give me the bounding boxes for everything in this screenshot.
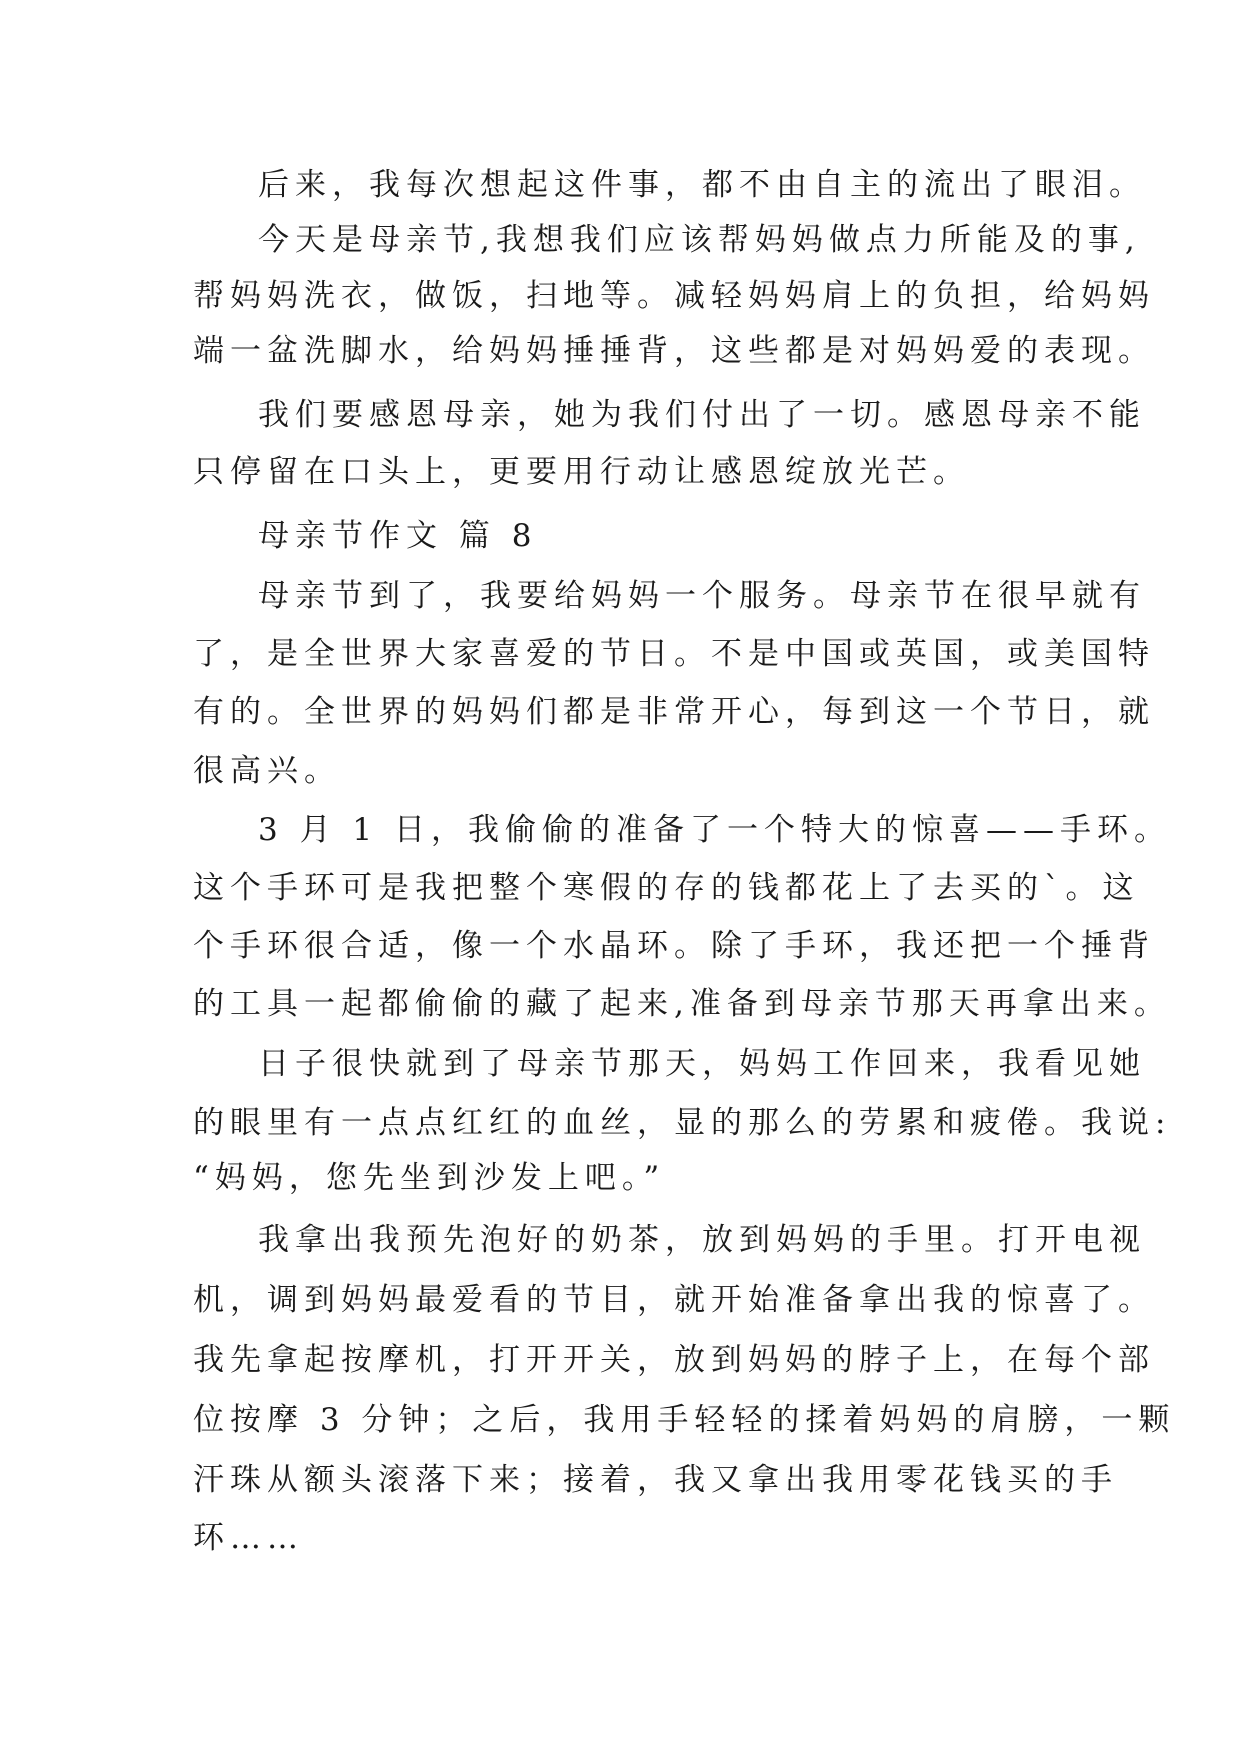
text-line: 母亲节到了，我要给妈妈一个服务。母亲节在很早就有 [258,578,1146,614]
text-line: 3 月 1 日，我偷偷的准备了一个特大的惊喜——手环。 [258,812,1172,848]
text-line: “妈妈，您先坐到沙发上吧。” [193,1160,666,1196]
text-line: 这个手环可是我把整个寒假的存的钱都花上了去买的`。这 [193,870,1140,906]
text-line: 的眼里有一点点红红的血丝，显的那么的劳累和疲倦。我说: [193,1105,1172,1141]
text-line: 机，调到妈妈最爱看的节目，就开始准备拿出我的惊喜了。 [193,1282,1155,1318]
text-line: 今天是母亲节,我想我们应该帮妈妈做点力所能及的事, [258,222,1141,258]
text-line: 日子很快就到了母亲节那天，妈妈工作回来，我看见她 [258,1046,1146,1082]
text-line: 帮妈妈洗衣，做饭，扫地等。减轻妈妈肩上的负担，给妈妈 [193,278,1155,314]
text-line: 有的。全世界的妈妈们都是非常开心，每到这一个节日，就 [193,694,1155,730]
text-line: 位按摩 3 分钟；之后，我用手轻轻的揉着妈妈的肩膀，一颗 [193,1402,1176,1438]
text-line: 了，是全世界大家喜爱的节日。不是中国或英国，或美国特 [193,636,1155,672]
text-line: 我拿出我预先泡好的奶茶，放到妈妈的手里。打开电视 [258,1222,1146,1258]
text-line: 我们要感恩母亲，她为我们付出了一切。感恩母亲不能 [258,397,1146,433]
text-line: 个手环很合适，像一个水晶环。除了手环，我还把一个捶背 [193,928,1155,964]
text-line: 后来，我每次想起这件事，都不由自主的流出了眼泪。 [258,167,1146,203]
text-line: 的工具一起都偷偷的藏了起来,准备到母亲节那天再拿出来。 [193,986,1171,1022]
text-line: 只停留在口头上，更要用行动让感恩绽放光芒。 [193,454,970,490]
text-line: 我先拿起按摩机，打开开关，放到妈妈的脖子上，在每个部 [193,1342,1155,1378]
section-heading: 母亲节作文 篇 8 [258,518,538,554]
text-line: 端一盆洗脚水，给妈妈捶捶背，这些都是对妈妈爱的表现。 [193,333,1155,369]
text-line: 很高兴。 [193,753,341,789]
text-line: 汗珠从额头滚落下来；接着，我又拿出我用零花钱买的手 [193,1462,1118,1498]
text-line: 环…… [193,1520,304,1556]
